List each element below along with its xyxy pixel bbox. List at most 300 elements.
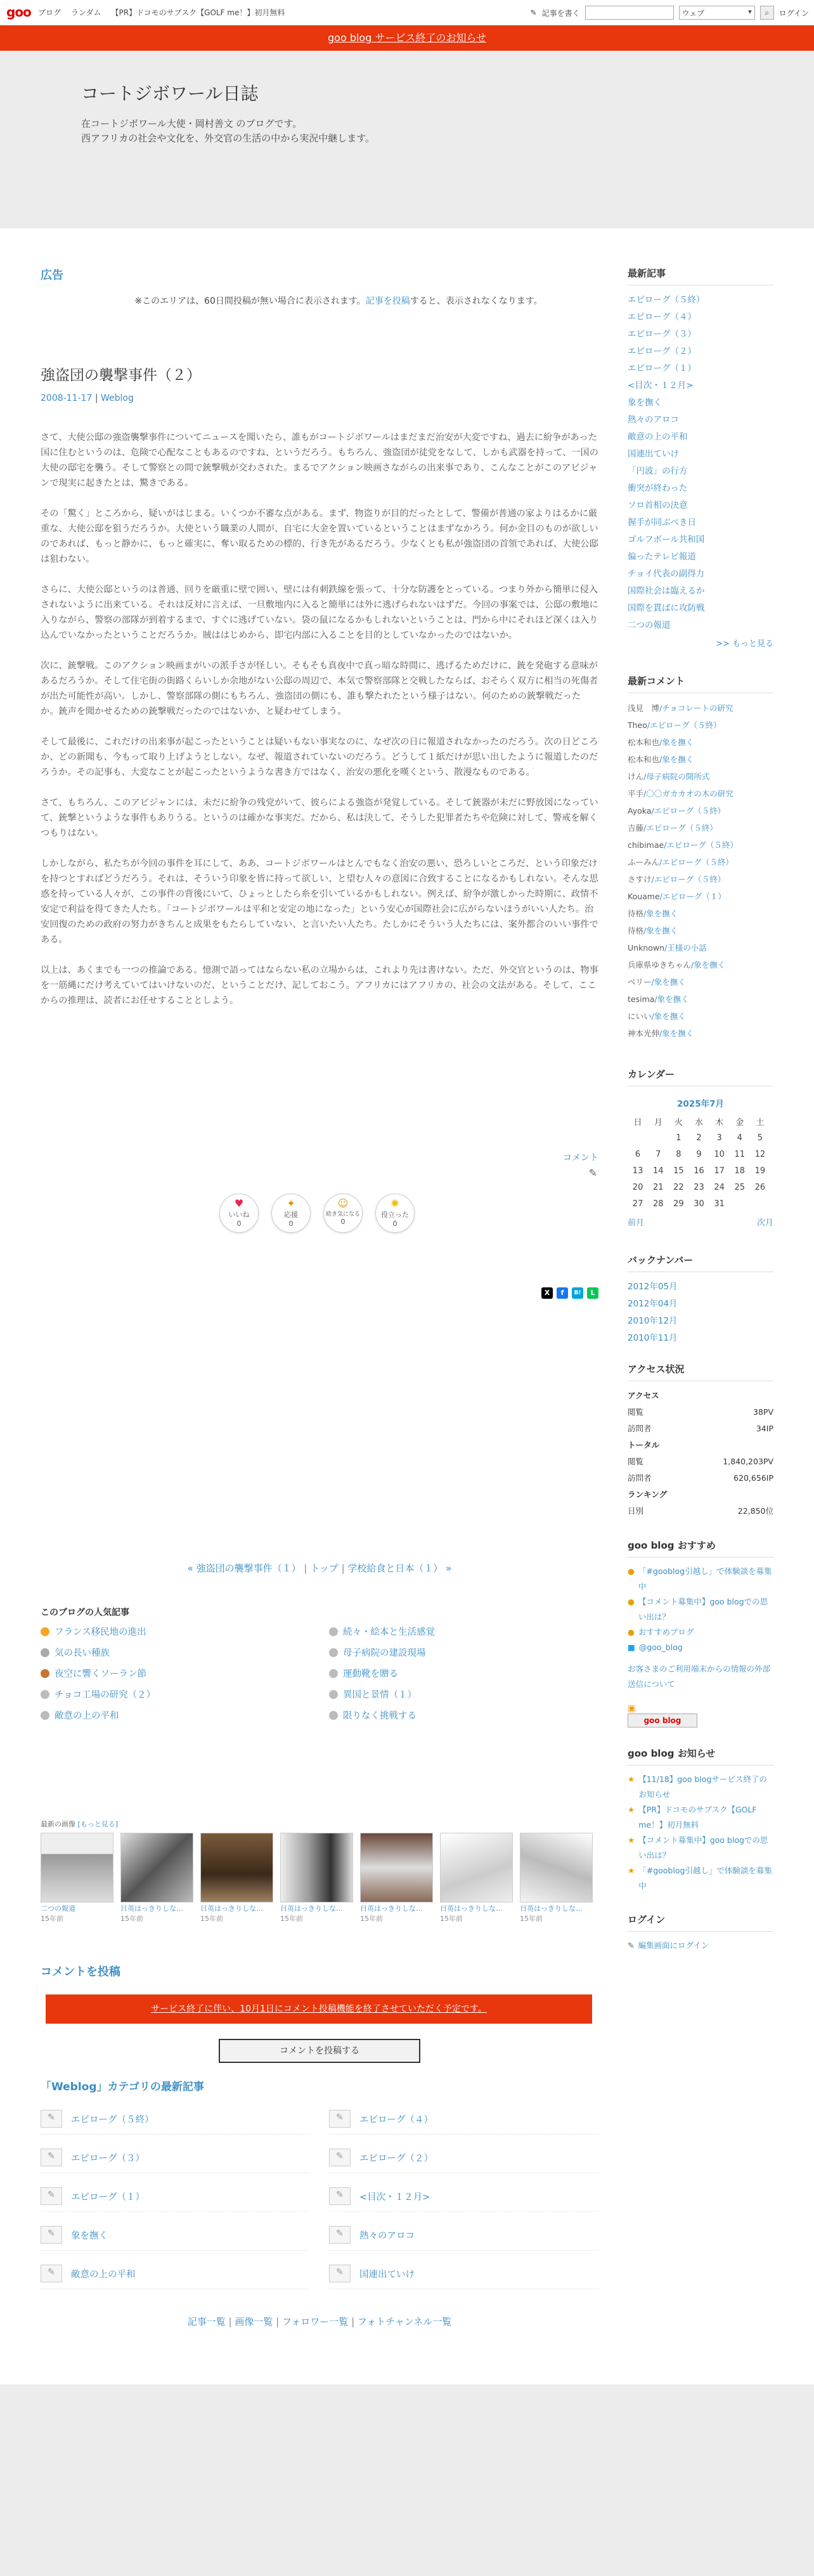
- comment-target[interactable]: 母子病院の開所式: [646, 772, 710, 781]
- share-hatena-icon[interactable]: B!: [572, 1287, 583, 1299]
- reaction-cheer[interactable]: [271, 1194, 311, 1233]
- comment-target[interactable]: エピローグ（５終）: [650, 720, 721, 730]
- sidebar-item[interactable]: 2012年05月: [628, 1282, 678, 1292]
- news-title: goo blog お知らせ: [628, 1747, 773, 1766]
- comment-target[interactable]: 象を撫く: [662, 1029, 694, 1038]
- comment-target[interactable]: エピローグ（５終）: [654, 875, 726, 884]
- access-ranking: [628, 1486, 773, 1503]
- next-article-link[interactable]: 学校給食と日本（１） »: [347, 1563, 452, 1574]
- list-item[interactable]: [41, 1708, 310, 1722]
- category-article-link[interactable]: 敵意の上の平和: [71, 2269, 136, 2280]
- reaction-curious[interactable]: [323, 1194, 363, 1233]
- comment-author: 兵庫県ゆきちゃん: [628, 960, 692, 970]
- news-item[interactable]: [628, 1863, 773, 1894]
- comment-author: けん: [628, 772, 644, 781]
- post-comment-button[interactable]: コメントを投稿する: [219, 2039, 420, 2063]
- comment-author: 松本和也: [628, 738, 660, 747]
- calendar-day: 24: [714, 1182, 725, 1192]
- thumbnail[interactable]: [360, 1833, 433, 1923]
- calendar-day: 29: [673, 1199, 684, 1209]
- news-link[interactable]: 【11/18】goo blogサービス終了のお知らせ: [638, 1774, 767, 1799]
- article-meta: 2008-11-17 | Weblog: [41, 393, 134, 403]
- blog-description: [81, 117, 375, 146]
- access-row-value: 22,850位: [737, 1506, 773, 1516]
- list-item[interactable]: [329, 2110, 598, 2135]
- category-article-link[interactable]: エピローグ（１）: [71, 2192, 145, 2202]
- rss-icon[interactable]: ▣: [628, 1703, 636, 1714]
- recent-title: 最新記事: [628, 266, 773, 285]
- sidebar-item[interactable]: エピローグ（３）: [628, 329, 696, 339]
- comment-target[interactable]: 象を撫く: [662, 755, 694, 764]
- article-paragraph: さて、もちろん、このアビジャンには、未だに紛争の残党がいて、彼らによる強盗が発覚している。そして銃器が未だに野放図になっていて、銃撃というような事件もありうる。というのは確かな事実だ。だから、私は決して、そうした犯罪者たちや危険に対して、警戒を解くつもりはない。: [41, 798, 598, 838]
- thumbnail[interactable]: [200, 1833, 273, 1923]
- sidebar-item[interactable]: 2010年11月: [628, 1333, 678, 1343]
- thumbnail-caption[interactable]: 日英はっきりしな…: [520, 1904, 583, 1913]
- comment-author: chibimae: [628, 840, 664, 850]
- sidebar-item[interactable]: ゴルフボール共和国: [628, 535, 705, 545]
- sidebar-item[interactable]: 象を撫く: [628, 398, 662, 408]
- category-latest-title: 「Weblog」カテゴリの最新記事: [41, 2081, 204, 2093]
- search-button[interactable]: [760, 6, 774, 20]
- recommend-item[interactable]: [628, 1564, 773, 1594]
- lightbulb-icon: ✺: [391, 1197, 399, 1209]
- goo-blog-banner[interactable]: goo blog: [628, 1714, 697, 1727]
- recommend-link[interactable]: おすすめブログ: [638, 1627, 694, 1637]
- calendar-day: [730, 1195, 750, 1212]
- list-item[interactable]: [41, 1625, 310, 1638]
- share-facebook-icon[interactable]: f: [557, 1287, 568, 1299]
- popular-link[interactable]: 母子病院の建設現場: [343, 1648, 426, 1658]
- star-icon: ★: [628, 1774, 635, 1784]
- recommend-item[interactable]: [628, 1594, 773, 1625]
- comment-target[interactable]: エピローグ（５終）: [646, 823, 718, 833]
- edit-pen-icon[interactable]: ✎: [588, 1167, 597, 1179]
- list-item[interactable]: [41, 2226, 310, 2251]
- write-post-link[interactable]: 記事を書く: [541, 8, 580, 18]
- search-icon: ⌕: [765, 8, 769, 17]
- latest-images: [41, 1819, 598, 1923]
- editor-login-link[interactable]: 編集画面にログイン: [638, 1941, 709, 1950]
- comment-target[interactable]: エピローグ（５終）: [662, 857, 733, 867]
- sidebar-item[interactable]: 2010年12月: [628, 1316, 678, 1326]
- calendar-day: 7: [656, 1149, 661, 1159]
- thumbnail[interactable]: [440, 1833, 513, 1923]
- comment-target[interactable]: 象を撫く: [694, 960, 726, 970]
- comment-target[interactable]: 象を撫く: [657, 994, 689, 1004]
- backnumber-title: バックナンバー: [628, 1253, 773, 1272]
- reaction-buttons: [219, 1194, 415, 1233]
- comment-target[interactable]: エピローグ（５終）: [654, 806, 726, 816]
- thumbnail-image[interactable]: [520, 1833, 593, 1903]
- calendar-next[interactable]: 次月: [756, 1218, 773, 1228]
- share-x-icon[interactable]: X: [541, 1287, 553, 1299]
- document-icon: [41, 2110, 62, 2128]
- news-item[interactable]: [628, 1772, 773, 1802]
- comment-item[interactable]: 松本和也/象を撫く: [628, 738, 694, 747]
- news-link[interactable]: 【コメント募集中】goo blogでの思い出は？: [638, 1835, 768, 1860]
- access-today-label: アクセス: [628, 1391, 659, 1400]
- access-row-label: 閲覧: [628, 1407, 644, 1417]
- comment-item[interactable]: ふーみん/エピローグ（５終）: [628, 857, 733, 867]
- list-item[interactable]: [329, 1625, 598, 1638]
- search-input[interactable]: [585, 6, 674, 20]
- blog-title[interactable]: コートジボワール日誌: [81, 83, 259, 104]
- blog-desc-line2: 西アフリカの社会や文化を、外交官の生活の中から実況中継します。: [81, 133, 375, 144]
- sidebar-item[interactable]: <目次・１２月>: [628, 381, 694, 391]
- smile-icon: ☺: [337, 1197, 349, 1209]
- reaction-useful[interactable]: [375, 1194, 415, 1233]
- popular-title: このブログの人気記事: [41, 1608, 129, 1618]
- sidebar-item[interactable]: 敵意の上の平和: [628, 432, 688, 442]
- comment-item[interactable]: tesima/象を撫く: [628, 994, 689, 1004]
- comment-link[interactable]: コメント: [563, 1153, 598, 1163]
- calendar-weekday: 木: [715, 1117, 724, 1128]
- bullet-icon: [329, 1711, 338, 1720]
- comment-item[interactable]: chibimae/エピローグ（５終）: [628, 840, 738, 850]
- article-date[interactable]: 2008-11-17: [41, 393, 93, 403]
- comment-item[interactable]: けん/母子病院の開所式: [628, 772, 710, 781]
- calendar-day: 17: [714, 1166, 725, 1176]
- comment-target[interactable]: 象を撫く: [654, 977, 686, 987]
- nav-blog[interactable]: ブログ: [38, 8, 61, 17]
- latest-images-title: 最新の画像: [41, 1820, 75, 1828]
- sidebar-item[interactable]: 熱々のアロコ: [628, 415, 679, 425]
- calendar-day: 25: [734, 1182, 746, 1192]
- main-column: [41, 266, 598, 2327]
- recommend-list: [628, 1564, 773, 1692]
- list-item[interactable]: [41, 2265, 310, 2289]
- thumbnail-image[interactable]: [440, 1833, 513, 1903]
- top-nav: [38, 7, 285, 18]
- list-item[interactable]: [329, 1708, 598, 1722]
- category-article-link[interactable]: エピローグ（３）: [71, 2153, 145, 2164]
- comment-item[interactable]: 神本光伸/象を撫く: [628, 1029, 694, 1038]
- comment-target[interactable]: チョコレートの研究: [662, 703, 733, 713]
- access-row: [628, 1470, 773, 1486]
- thumbnail-caption[interactable]: 日英はっきりしな…: [440, 1904, 503, 1913]
- news-link[interactable]: 【PR】ドコモのサブスク【GOLF me！】初月無料: [638, 1805, 757, 1830]
- popular-link[interactable]: 気の長い種族: [55, 1648, 110, 1658]
- calendar-title: カレンダー: [628, 1067, 773, 1086]
- article-paragraph: 以上は、あくまでも一つの推論である。憶測で語ってはならない私の立場からは、これより先は書けない。ただ、外交官というのは、物事を一筋縄にだけ考えていてはいけないのだ、ということだけ、記しておこう。アフリカにはアフリカの、社会の文法がある。そして、ここからの推理は、読者にお任せすることとしよう。: [41, 965, 598, 1006]
- comment-target[interactable]: 象を撫く: [662, 738, 694, 747]
- image-list-link[interactable]: 画像一覧: [235, 2316, 273, 2327]
- star-icon: ★: [628, 1866, 635, 1875]
- comment-item[interactable]: Ayoka/エピローグ（５終）: [628, 806, 726, 816]
- comment-target[interactable]: 象を撫く: [646, 909, 678, 918]
- comment-target[interactable]: 象を撫く: [654, 1012, 686, 1021]
- comment-target[interactable]: エピローグ（１）: [662, 892, 726, 901]
- sidebar-item[interactable]: 二つの報道: [628, 620, 671, 630]
- follower-list-link[interactable]: フォロワー一覧: [282, 2316, 349, 2327]
- calendar-nav: [628, 1216, 773, 1228]
- access-row-label: 訪問者: [628, 1424, 652, 1433]
- crown-icon: [41, 1669, 49, 1678]
- thumbnail-age: 15年前: [41, 1915, 63, 1923]
- calendar-day: 3: [716, 1133, 722, 1143]
- article-paragraph: さて、大使公邸の強盗襲撃事件についてニュースを聞いたら、誰もがコートジボワールはまだまだ治安が大変ですね、過去に紛争があった国に住むというのは、危険で心配なこともあるのですね、というだろう。もちろん、強盗団が徒党をなして、しかも武器を持って、一国の大使の邸宅を襲う。そして警察との間で銃撃戦が交わされた。まるでアクション映画さながらの出来事であり、こんなことがこのアビジャンで現実に起きたとは、驚きである。: [41, 433, 598, 488]
- access-total-label: トータル: [628, 1440, 660, 1450]
- thumbnail-age: 15年前: [360, 1915, 383, 1923]
- category-article-link[interactable]: <目次・１２月>: [359, 2192, 430, 2202]
- comment-author: 浅見 博: [628, 703, 660, 713]
- popular-link[interactable]: 異国と景情（１）: [343, 1690, 417, 1700]
- recommend-item[interactable]: [628, 1640, 773, 1655]
- top-link[interactable]: トップ: [310, 1563, 339, 1574]
- calendar-day: 20: [632, 1182, 643, 1192]
- document-icon: [41, 2265, 62, 2282]
- article-pager: [41, 1561, 598, 1575]
- list-item[interactable]: [329, 2265, 598, 2289]
- access-row-value: 1,840,203PV: [723, 1457, 773, 1466]
- sidebar-item[interactable]: エピローグ（２）: [628, 346, 696, 356]
- category-article-link[interactable]: エピローグ（２）: [359, 2153, 433, 2164]
- calendar-day: 23: [694, 1182, 704, 1192]
- popular-link[interactable]: 敵意の上の平和: [55, 1711, 119, 1721]
- thumbnail[interactable]: [120, 1833, 193, 1923]
- ad-notice-pre: ※このエリアは、60日間投稿が無い場合に表示されます。: [134, 296, 366, 306]
- calendar-day: 11: [734, 1149, 746, 1159]
- recommend-link[interactable]: @goo_blog: [638, 1643, 683, 1652]
- thumbnail-age: 15年前: [440, 1915, 463, 1923]
- sidebar-item[interactable]: ソロ首相の決意: [628, 500, 688, 511]
- popular-link[interactable]: 続々・絵本と生活感覚: [343, 1627, 435, 1637]
- photo-channel-link[interactable]: フォトチャンネル一覧: [357, 2316, 452, 2327]
- news-list: [628, 1772, 773, 1894]
- thumbnail-caption[interactable]: 日英はっきりしな…: [280, 1904, 343, 1913]
- sidebar-item[interactable]: エピローグ（１）: [628, 363, 696, 374]
- recent-more-link[interactable]: >> もっと見る: [716, 639, 773, 649]
- thumbnail-caption[interactable]: 日英はっきりしな…: [200, 1904, 263, 1913]
- list-item[interactable]: [41, 2187, 310, 2212]
- bullet-icon: [329, 1627, 338, 1636]
- recommend-link[interactable]: お客さまのご利用端末からの情報の外部送信について: [628, 1664, 771, 1689]
- share-line-icon[interactable]: L: [587, 1287, 598, 1299]
- ad-post-link[interactable]: 記事を投稿: [365, 296, 410, 306]
- footer-links: [41, 2315, 598, 2328]
- news-item[interactable]: [628, 1802, 773, 1833]
- thumbnail-age: 15年前: [120, 1915, 143, 1923]
- sidebar-item[interactable]: 国際を貫ばに攻防戦: [628, 603, 705, 613]
- reaction-label: 応援: [284, 1211, 298, 1219]
- category-article-link[interactable]: 象を撫く: [71, 2230, 108, 2241]
- reaction-label: 続き気になる: [325, 1211, 360, 1218]
- list-item[interactable]: [329, 2226, 598, 2251]
- article-paragraph: しかしながら、私たちが今回の事件を耳にして、ああ、コートジボワールはとんでもなく治安の悪い、恐ろしいところだ、という印象だけを持つとすればどうだろう。それは、そういう印象を皆に持って欲しい、と望む人々の意図に合致することになるかもしれない。そんな思惑を持っている人々が、この事件の背後にいて、ひょっとしたら糸を引いているかもしれない。例えば、紛争が激しかった時期に、政情不安定で利益を得てきた人たち。「コートジボワールは平和と安定の地になった」という安心が国際社会に広がらないほうがいい人たち。治安回復のための政府の努力がきちんと成果をもたらしていない、と言いたい人たち。たしかにそういう人たちには、案外都合のいい事件である。: [41, 859, 598, 945]
- top-bar: [0, 0, 814, 25]
- comment-author: ふーみん: [628, 857, 660, 867]
- recommend-link[interactable]: 「#gooblog引越し」で体験談を募集中: [638, 1566, 772, 1591]
- thumbnail[interactable]: [520, 1833, 593, 1923]
- category-article-link[interactable]: エピローグ（４）: [359, 2114, 433, 2125]
- calendar-day: 16: [694, 1166, 704, 1176]
- sidebar-item[interactable]: エピローグ（５終）: [628, 295, 705, 305]
- latest-images-more[interactable]: [もっと見る]: [77, 1820, 119, 1828]
- thumbnail-image[interactable]: [41, 1833, 113, 1903]
- document-icon: [329, 2110, 351, 2128]
- comment-author: 待格: [628, 926, 644, 935]
- category-article-link[interactable]: 国連出ていけ: [359, 2269, 415, 2280]
- login-link[interactable]: ログイン: [778, 8, 809, 18]
- category-article-link[interactable]: 熱々のアロコ: [359, 2230, 415, 2241]
- bullet-icon: ●: [628, 1597, 635, 1606]
- comment-item[interactable]: Kouame/エピローグ（１）: [628, 892, 726, 901]
- list-item[interactable]: [41, 2149, 310, 2173]
- bullet-icon: ●: [628, 1627, 635, 1637]
- document-icon: [41, 2226, 62, 2244]
- list-item[interactable]: [329, 1688, 598, 1701]
- document-icon: [41, 2187, 62, 2205]
- popular-link[interactable]: フランス移民地の進出: [55, 1627, 146, 1637]
- document-icon: [329, 2187, 351, 2205]
- sidebar-item[interactable]: チョイ代表の副得力: [628, 569, 705, 579]
- nav-random[interactable]: ランダム: [71, 8, 101, 17]
- comment-item[interactable]: 待格/象を撫く: [628, 926, 678, 935]
- comment-item[interactable]: 待格/象を撫く: [628, 909, 678, 918]
- thumbnail-caption[interactable]: 日英はっきりしな…: [120, 1904, 183, 1913]
- comment-item[interactable]: にいい/象を撫く: [628, 1012, 686, 1021]
- article-paragraph: さらに、大使公邸というのは普通、回りを厳重に壁で囲い、壁には有刺鉄線を張って、十分な防護をとっている。つまり外から簡単に侵入されないように出来ている。それは反対に言えば、一旦敷地内に入ると簡単には外に逃げられないはずだ。今回の事案では、公邸の敷地に入りながら、警察の部隊が到着するまで、すぐに逃げていない。袋の鼠になるかもしれないということは、門から中にそれほど深くは入り込んでいなかったということだろうか。賊ははじめから、即宅内部に入ることを目的としていなかったのではないか。: [41, 585, 598, 641]
- comment-target[interactable]: 王様の小話: [667, 943, 707, 953]
- list-item[interactable]: [41, 2110, 310, 2135]
- reaction-count: 0: [288, 1220, 294, 1228]
- comment-item[interactable]: Theo/エピローグ（５終）: [628, 720, 721, 730]
- comment-item[interactable]: 平手/〇〇ガカカオの木の研究: [628, 789, 733, 798]
- goo-logo[interactable]: goo: [6, 4, 31, 20]
- comment-item[interactable]: ベリー/象を撫く: [628, 977, 686, 987]
- article-body: [41, 430, 598, 1008]
- calendar-weekday: 火: [674, 1117, 683, 1128]
- star-icon: ★: [628, 1835, 635, 1845]
- thumbnail[interactable]: [280, 1833, 353, 1923]
- news-item[interactable]: [628, 1833, 773, 1863]
- footer-sep: |: [276, 2316, 280, 2327]
- footer-sep: |: [228, 2316, 232, 2327]
- reaction-count: 0: [340, 1218, 346, 1226]
- thumbnail-image[interactable]: [120, 1833, 193, 1903]
- search-scope-select[interactable]: ウェブ ▾: [679, 6, 755, 20]
- comment-target[interactable]: 〇〇ガカカオの木の研究: [646, 789, 733, 798]
- service-end-notice[interactable]: goo blog サービス終了のお知らせ: [0, 25, 814, 51]
- recommend-link[interactable]: 【コメント募集中】goo blogでの思い出は？: [638, 1597, 768, 1622]
- sidebar-item[interactable]: 「円波」の行方: [628, 466, 688, 476]
- sidebar-item[interactable]: 国連出ていけ: [628, 449, 679, 459]
- bullet-icon: [41, 1690, 49, 1699]
- pager-sep: |: [341, 1563, 345, 1574]
- list-item[interactable]: [41, 1646, 310, 1659]
- comment-post-section: [41, 1963, 598, 2063]
- thumbnail-caption[interactable]: 二つの報道: [41, 1904, 75, 1913]
- comment-item[interactable]: 兵庫県ゆきちゃん/象を撫く: [628, 960, 726, 970]
- comment-item[interactable]: 松本和也/象を撫く: [628, 755, 694, 764]
- thumbnail[interactable]: [41, 1833, 113, 1923]
- pager-sep: |: [304, 1563, 307, 1574]
- popular-link[interactable]: チョコ工場の研究（２）: [55, 1690, 156, 1700]
- list-item[interactable]: [41, 1667, 310, 1680]
- prev-article-link[interactable]: « 強盗団の襲撃事件（１）: [187, 1563, 301, 1574]
- comment-item[interactable]: 浅見 博/チョコレートの研究: [628, 703, 733, 713]
- access-title: アクセス状況: [628, 1362, 773, 1381]
- calendar-prev[interactable]: 前月: [628, 1218, 645, 1228]
- comment-target[interactable]: エピローグ（５終）: [666, 840, 738, 850]
- list-item[interactable]: [329, 1667, 598, 1680]
- comment-end-warning[interactable]: サービス終了に伴い、10月1日にコメント投稿機能を終了させていただく予定です。: [46, 1994, 592, 2024]
- thumbnail-age: 15年前: [200, 1915, 223, 1923]
- comment-item[interactable]: さすけ/エピローグ（５終）: [628, 875, 726, 884]
- access-row: [628, 1421, 773, 1437]
- star-icon: ★: [628, 1805, 635, 1814]
- sidebar-item[interactable]: 握手が同ぶべき日: [628, 517, 696, 528]
- recommend-item[interactable]: [628, 1662, 773, 1692]
- popular-link[interactable]: 夜空に響くソーラン節: [55, 1669, 146, 1679]
- bullet-icon: [329, 1669, 338, 1678]
- thumbnail-caption[interactable]: 日英はっきりしな…: [360, 1904, 423, 1913]
- article-paragraph: 次に、銃撃戦。このアクション映画まがいの派手さが怪しい。そもそも真夜中で真っ暗な時間に、逃げるためだけに、銃を発砲する意味があるだろうか。そして住宅街の街路くらいしか余地がない公邸の周辺で、本気で警察部隊と交戦したならば、おそらく双方に相当の死傷者が出た可能性が高い。しかし、警察部隊の側にもちろん、強盗団の側にも、誰も撃たれたという様子はない。何のための銃撃戦だったか。銃声を聞かせるための銃撃戦だったのではないか、と疑わせてしまう。: [41, 661, 598, 717]
- calendar-day: 12: [754, 1149, 766, 1159]
- comment-target[interactable]: 象を撫く: [646, 926, 678, 935]
- sidebar-item[interactable]: 2012年04月: [628, 1299, 678, 1309]
- calendar-day: 13: [632, 1166, 643, 1176]
- sidebar-item[interactable]: エピローグ（４）: [628, 312, 696, 322]
- recommend-item[interactable]: [628, 1625, 773, 1640]
- footer-sep: |: [351, 2316, 355, 2327]
- comment-author: 神本光伸: [628, 1029, 660, 1038]
- thumbnail-image[interactable]: [360, 1833, 433, 1903]
- bullet-icon: [329, 1690, 338, 1699]
- calendar-day: 4: [737, 1133, 742, 1143]
- sidebar-item[interactable]: 衝突が終わった: [628, 483, 688, 493]
- access-row: [628, 1454, 773, 1470]
- share-buttons: [541, 1287, 598, 1299]
- article-title[interactable]: 強盗団の襲撃事件（２）: [41, 367, 201, 384]
- calendar-day: 30: [694, 1199, 704, 1209]
- article-list-link[interactable]: 記事一覧: [187, 2316, 226, 2327]
- sidebar-item[interactable]: 偏ったテレビ報道: [628, 552, 696, 562]
- thumbnail-image[interactable]: [200, 1833, 273, 1903]
- article-paragraph: その「驚く」ところから、疑いがはじまる。いくつか不審な点がある。まず、物盗りが目的だったとして、警備が普通の家よりはるかに厳重な、大使公邸を狙うだろうか。大使という職業の人間が、自宅に大金を置いているということはまずなかろう。何か金目のものが欲しいのであれば、もっと静かに、もっと確実に、奪い取るための標的、行き先があるだろう。少なくとも私が強盗団の首領であれば、大使公邸は狙わない。: [41, 509, 598, 564]
- login-title: ログイン: [628, 1913, 773, 1932]
- comment-author: 吉藤: [628, 823, 644, 833]
- reaction-like[interactable]: [219, 1194, 259, 1233]
- article-category[interactable]: Weblog: [101, 393, 134, 403]
- calendar-day: 18: [734, 1166, 746, 1176]
- document-icon: [329, 2149, 351, 2166]
- access-row-label: 閲覧: [628, 1457, 644, 1466]
- comment-item[interactable]: 吉藤/エピローグ（５終）: [628, 823, 718, 833]
- calendar-day: 9: [696, 1149, 702, 1159]
- calendar-day: 1: [676, 1133, 682, 1143]
- list-item[interactable]: [329, 1646, 598, 1659]
- calendar-day: [628, 1129, 648, 1146]
- news-link[interactable]: 「#gooblog引越し」で体験談を募集中: [638, 1866, 772, 1890]
- popular-link[interactable]: 運動靴を贈る: [343, 1669, 398, 1679]
- login-item[interactable]: [628, 1938, 773, 1953]
- category-article-link[interactable]: エピローグ（５終）: [71, 2114, 154, 2125]
- nav-pr[interactable]: 【PR】ドコモのサブスク【GOLF me！】初月無料: [111, 8, 285, 17]
- list-item[interactable]: [41, 1688, 310, 1701]
- calendar-day: 10: [714, 1149, 725, 1159]
- thumbnail-image[interactable]: [280, 1833, 353, 1903]
- list-item[interactable]: [329, 2149, 598, 2173]
- access-row-value: 38PV: [753, 1407, 773, 1417]
- twitter-icon: ■: [628, 1643, 635, 1652]
- comment-author: 平手: [628, 789, 644, 798]
- list-item[interactable]: [329, 2187, 598, 2212]
- comment-item[interactable]: Unknown/王様の小話: [628, 943, 707, 953]
- comment-author: Theo: [628, 720, 647, 730]
- sidebar-item[interactable]: 国際社会は臨えるか: [628, 586, 705, 596]
- popular-link[interactable]: 限りなく挑戦する: [343, 1711, 417, 1721]
